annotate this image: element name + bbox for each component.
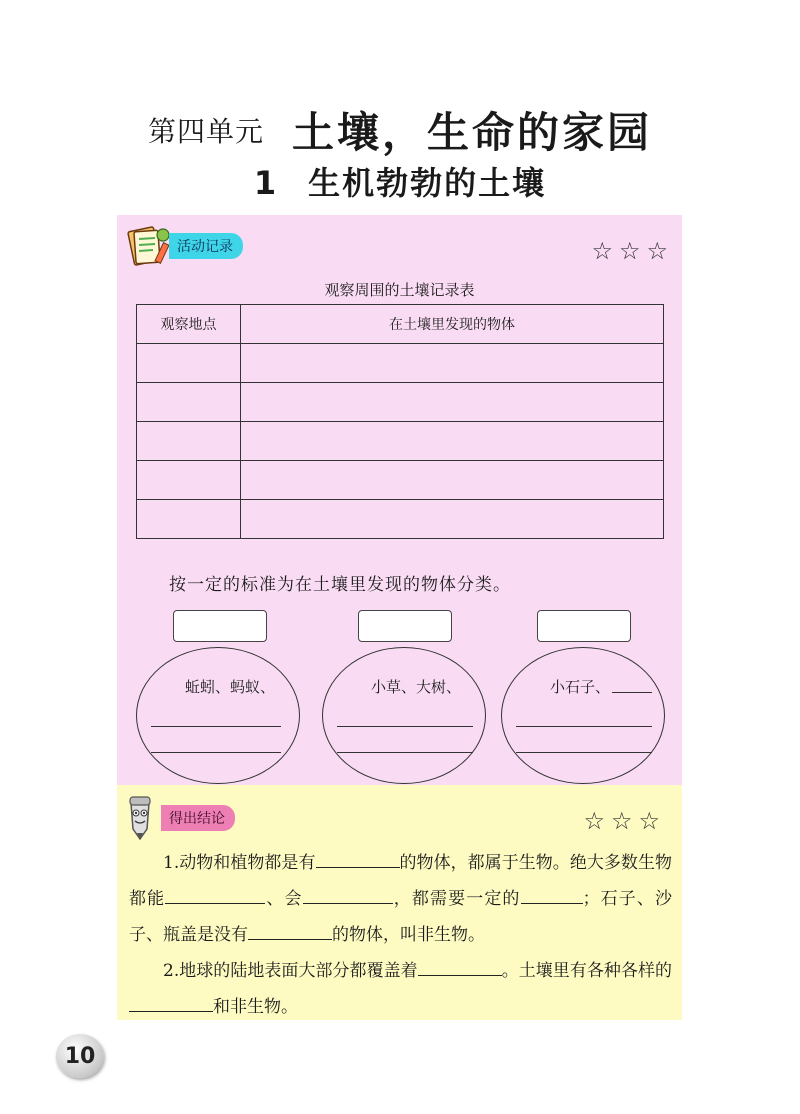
activity-stars: ☆☆☆ (591, 237, 674, 265)
lesson-title-text: 生机勃勃的土壤 (308, 164, 547, 202)
answer-line[interactable] (516, 752, 652, 753)
category-label-box-2[interactable] (358, 610, 452, 642)
classification-instruction: 按一定的标准为在土壤里发现的物体分类。 (169, 575, 511, 595)
activity-badge (125, 221, 243, 271)
table-cell[interactable] (137, 422, 241, 461)
p1-text-c: 、会 (265, 889, 303, 909)
activity-section (117, 215, 682, 785)
unit-label: 第四单元 (147, 115, 264, 148)
category-oval-3 (501, 647, 665, 784)
page-number: 10 (56, 1034, 104, 1078)
lesson-title (0, 158, 800, 204)
activity-badge-label: 活动记录 (169, 233, 243, 259)
table-row (137, 422, 664, 461)
blank-7[interactable] (129, 993, 213, 1012)
oval-3-text: 小石子、 (550, 678, 611, 696)
table-cell[interactable] (241, 461, 664, 500)
p1-text-e: ；石子、沙子、瓶盖是没有 (129, 889, 673, 945)
answer-line[interactable] (337, 752, 473, 753)
p2-text-c: 和非生物。 (213, 997, 298, 1017)
answer-line[interactable] (337, 726, 473, 727)
soil-record-table (136, 304, 664, 539)
table-cell[interactable] (137, 500, 241, 539)
objects-header: 在土壤里发现的物体 (241, 305, 664, 344)
table-cell[interactable] (137, 461, 241, 500)
table-cell[interactable] (241, 344, 664, 383)
table-cell[interactable] (137, 344, 241, 383)
p1-text-a: 1.动物和植物都是有 (163, 853, 316, 873)
conclusion-section (117, 785, 682, 1020)
unit-title: 土壤，生命的家园 (292, 108, 653, 157)
answer-line[interactable] (151, 726, 281, 727)
blank-1[interactable] (316, 849, 400, 868)
p2-text-b: 。土壤里有各种各样的 (501, 961, 672, 981)
oval-2-text: 小草、大树、 (371, 678, 462, 696)
category-oval-2 (322, 647, 486, 784)
table-header-row (137, 305, 664, 344)
table-row (137, 383, 664, 422)
blank-3[interactable] (303, 885, 393, 904)
lesson-number: 1 (253, 164, 279, 202)
conclusion-paragraph-2 (129, 953, 672, 1025)
oval-1-text: 蚯蚓、蚂蚁、 (185, 678, 276, 696)
answer-line[interactable] (516, 726, 652, 727)
table-row (137, 344, 664, 383)
unit-heading (0, 100, 800, 160)
table-cell[interactable] (241, 383, 664, 422)
blank-5[interactable] (248, 921, 332, 940)
p1-text-b: 的物体，都属于生物。绝大多数生物都能 (129, 853, 672, 909)
conclusion-paragraph-1 (129, 845, 672, 953)
table-row (137, 500, 664, 539)
location-header: 观察地点 (137, 305, 241, 344)
category-oval-1 (136, 647, 300, 784)
conclusion-stars: ☆☆☆ (583, 807, 666, 835)
blank-2[interactable] (165, 885, 265, 904)
table-cell[interactable] (241, 422, 664, 461)
p1-text-f: 的物体，叫非生物。 (332, 925, 485, 945)
category-label-box-1[interactable] (173, 610, 267, 642)
table-row (137, 461, 664, 500)
p1-text-d: ，都需要一定的 (392, 889, 521, 909)
blank-6[interactable] (418, 957, 502, 976)
answer-line[interactable] (612, 692, 652, 693)
blank-4[interactable] (521, 885, 583, 904)
table-cell[interactable] (137, 383, 241, 422)
category-label-box-3[interactable] (537, 610, 631, 642)
answer-line[interactable] (151, 752, 281, 753)
p2-text-a: 2.地球的陆地表面大部分都覆盖着 (163, 961, 418, 981)
table-cell[interactable] (241, 500, 664, 539)
conclusion-badge-label: 得出结论 (161, 805, 235, 831)
table-caption: 观察周围的土壤记录表 (324, 281, 475, 299)
conclusion-badge (117, 793, 235, 843)
